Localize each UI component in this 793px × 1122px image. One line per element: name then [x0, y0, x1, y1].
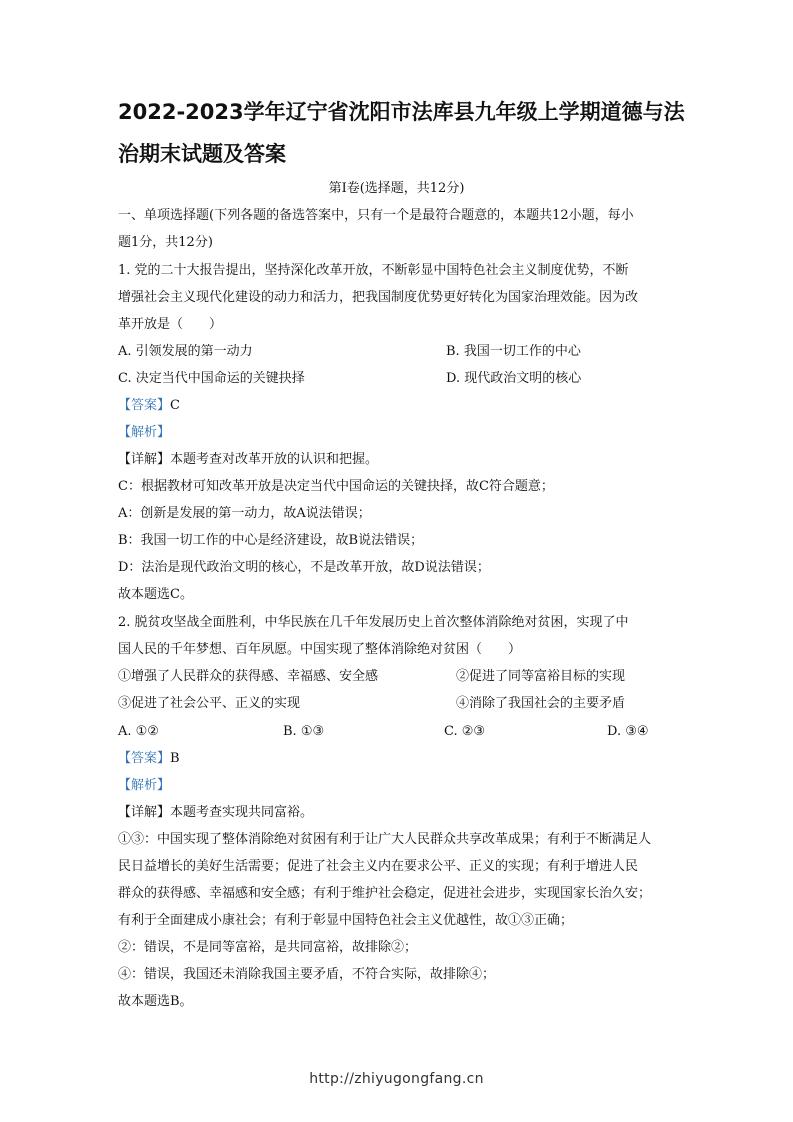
q2-option-a: A. ①②	[118, 724, 159, 739]
q1-explanation-line: C：根据教材可知改革开放是决定当代中国命运的关键抉择，故C符合题意；	[118, 479, 554, 494]
detail-tag: 【详解】	[118, 805, 171, 820]
q1-option-b: B. 我国一切工作的中心	[446, 344, 581, 359]
q1-stem-line-2: 增强社会主义现代化建设的动力和活力，把我国制度优势更好转化为国家治理效能。因为改	[118, 290, 639, 305]
document-title-line-2: 治期末试题及答案	[118, 142, 286, 166]
q2-stem-line-1: 2. 脱贫攻坚战全面胜利，中华民族在几千年发展历史上首次整体消除绝对贫困，实现了中	[118, 615, 629, 630]
footer-url: http://zhiyugongfang.cn	[309, 1071, 484, 1087]
q2-conclusion: 故本题选B。	[118, 994, 193, 1009]
q1-explanation-line: D：法治是现代政治文明的核心，不是改革开放，故D说法错误；	[118, 560, 490, 575]
q2-answer	[118, 750, 678, 768]
q2-option-b: B. ①③	[283, 724, 325, 739]
instructions-line-1: 一、单项选择题(下列各题的备选答案中，只有一个是最符合题意的，本题共12小题，每小	[118, 208, 634, 223]
answer-tag: 【答案】	[118, 751, 171, 766]
q2-option-c: C. ②③	[444, 724, 486, 739]
q2-explanation-line: ④：错误，我国还未消除我国主要矛盾，不符合实际，故排除④；	[118, 967, 496, 982]
q1-conclusion: 故本题选C。	[118, 587, 193, 602]
answer-tag: 【答案】	[118, 398, 171, 413]
q2-statement-1: ①增强了人民群众的获得感、幸福感、安全感	[118, 669, 379, 684]
q2-explanation-line: 群众的获得感、幸福感和安全感；有利于维护社会稳定，促进社会进步，实现国家长治久安；	[118, 886, 652, 901]
q1-explanation-line: A：创新是发展的第一动力，故A说法错误；	[118, 506, 371, 521]
analysis-tag: 【解析】	[118, 778, 171, 793]
q1-answer	[118, 397, 678, 415]
q2-option-d: D. ③④	[607, 724, 649, 739]
q2-analysis	[118, 777, 678, 795]
answer-value: C	[170, 398, 180, 413]
q1-option-d: D. 现代政治文明的核心	[446, 371, 582, 386]
analysis-tag: 【解析】	[118, 425, 171, 440]
section-header: 第Ⅰ卷(选择题，共12分)	[328, 181, 465, 196]
q1-stem-line-1: 1. 党的二十大报告提出，坚持深化改革开放，不断彰显中国特色社会主义制度优势，不断	[118, 263, 629, 278]
detail-text: 本题考查对改革开放的认识和把握。	[170, 452, 379, 467]
q2-statement-2: ②促进了同等富裕目标的实现	[456, 669, 626, 684]
q2-explanation-line: 民日益增长的美好生活需要；促进了社会主义内在要求公平、正义的实现；有利于增进人民	[118, 859, 639, 874]
q2-detail	[118, 804, 678, 822]
detail-tag: 【详解】	[118, 452, 171, 467]
q2-explanation-line: 有利于全面建成小康社会；有利于彰显中国特色社会主义优越性，故①③正确；	[118, 913, 574, 928]
detail-text: 本题考查实现共同富裕。	[170, 805, 314, 820]
q1-stem-line-3: 革开放是（ ）	[118, 317, 223, 332]
document-title-line-1: 2022-2023学年辽宁省沈阳市法库县九年级上学期道德与法	[118, 100, 685, 124]
instructions-line-2: 题1分，共12分)	[118, 235, 213, 250]
q1-option-c: C. 决定当代中国命运的关键抉择	[118, 371, 305, 386]
q2-explanation-line: ①③：中国实现了整体消除绝对贫困有利于让广大人民群众共享改革成果；有利于不断满足人	[118, 832, 652, 847]
q2-stem-line-2: 国人民的千年梦想、百年夙愿。中国实现了整体消除绝对贫困（ ）	[118, 642, 522, 657]
q2-statement-4: ④消除了我国社会的主要矛盾	[456, 696, 626, 711]
q1-analysis	[118, 424, 678, 442]
q2-explanation-line: ②：错误，不是同等富裕，是共同富裕，故排除②；	[118, 940, 418, 955]
answer-value: B	[170, 751, 180, 766]
q1-option-a: A. 引领发展的第一动力	[118, 344, 253, 359]
q2-statement-3: ③促进了社会公平、正义的实现	[118, 696, 301, 711]
q1-detail	[118, 451, 678, 469]
q1-explanation-line: B：我国一切工作的中心是经济建设，故B说法错误；	[118, 533, 424, 548]
